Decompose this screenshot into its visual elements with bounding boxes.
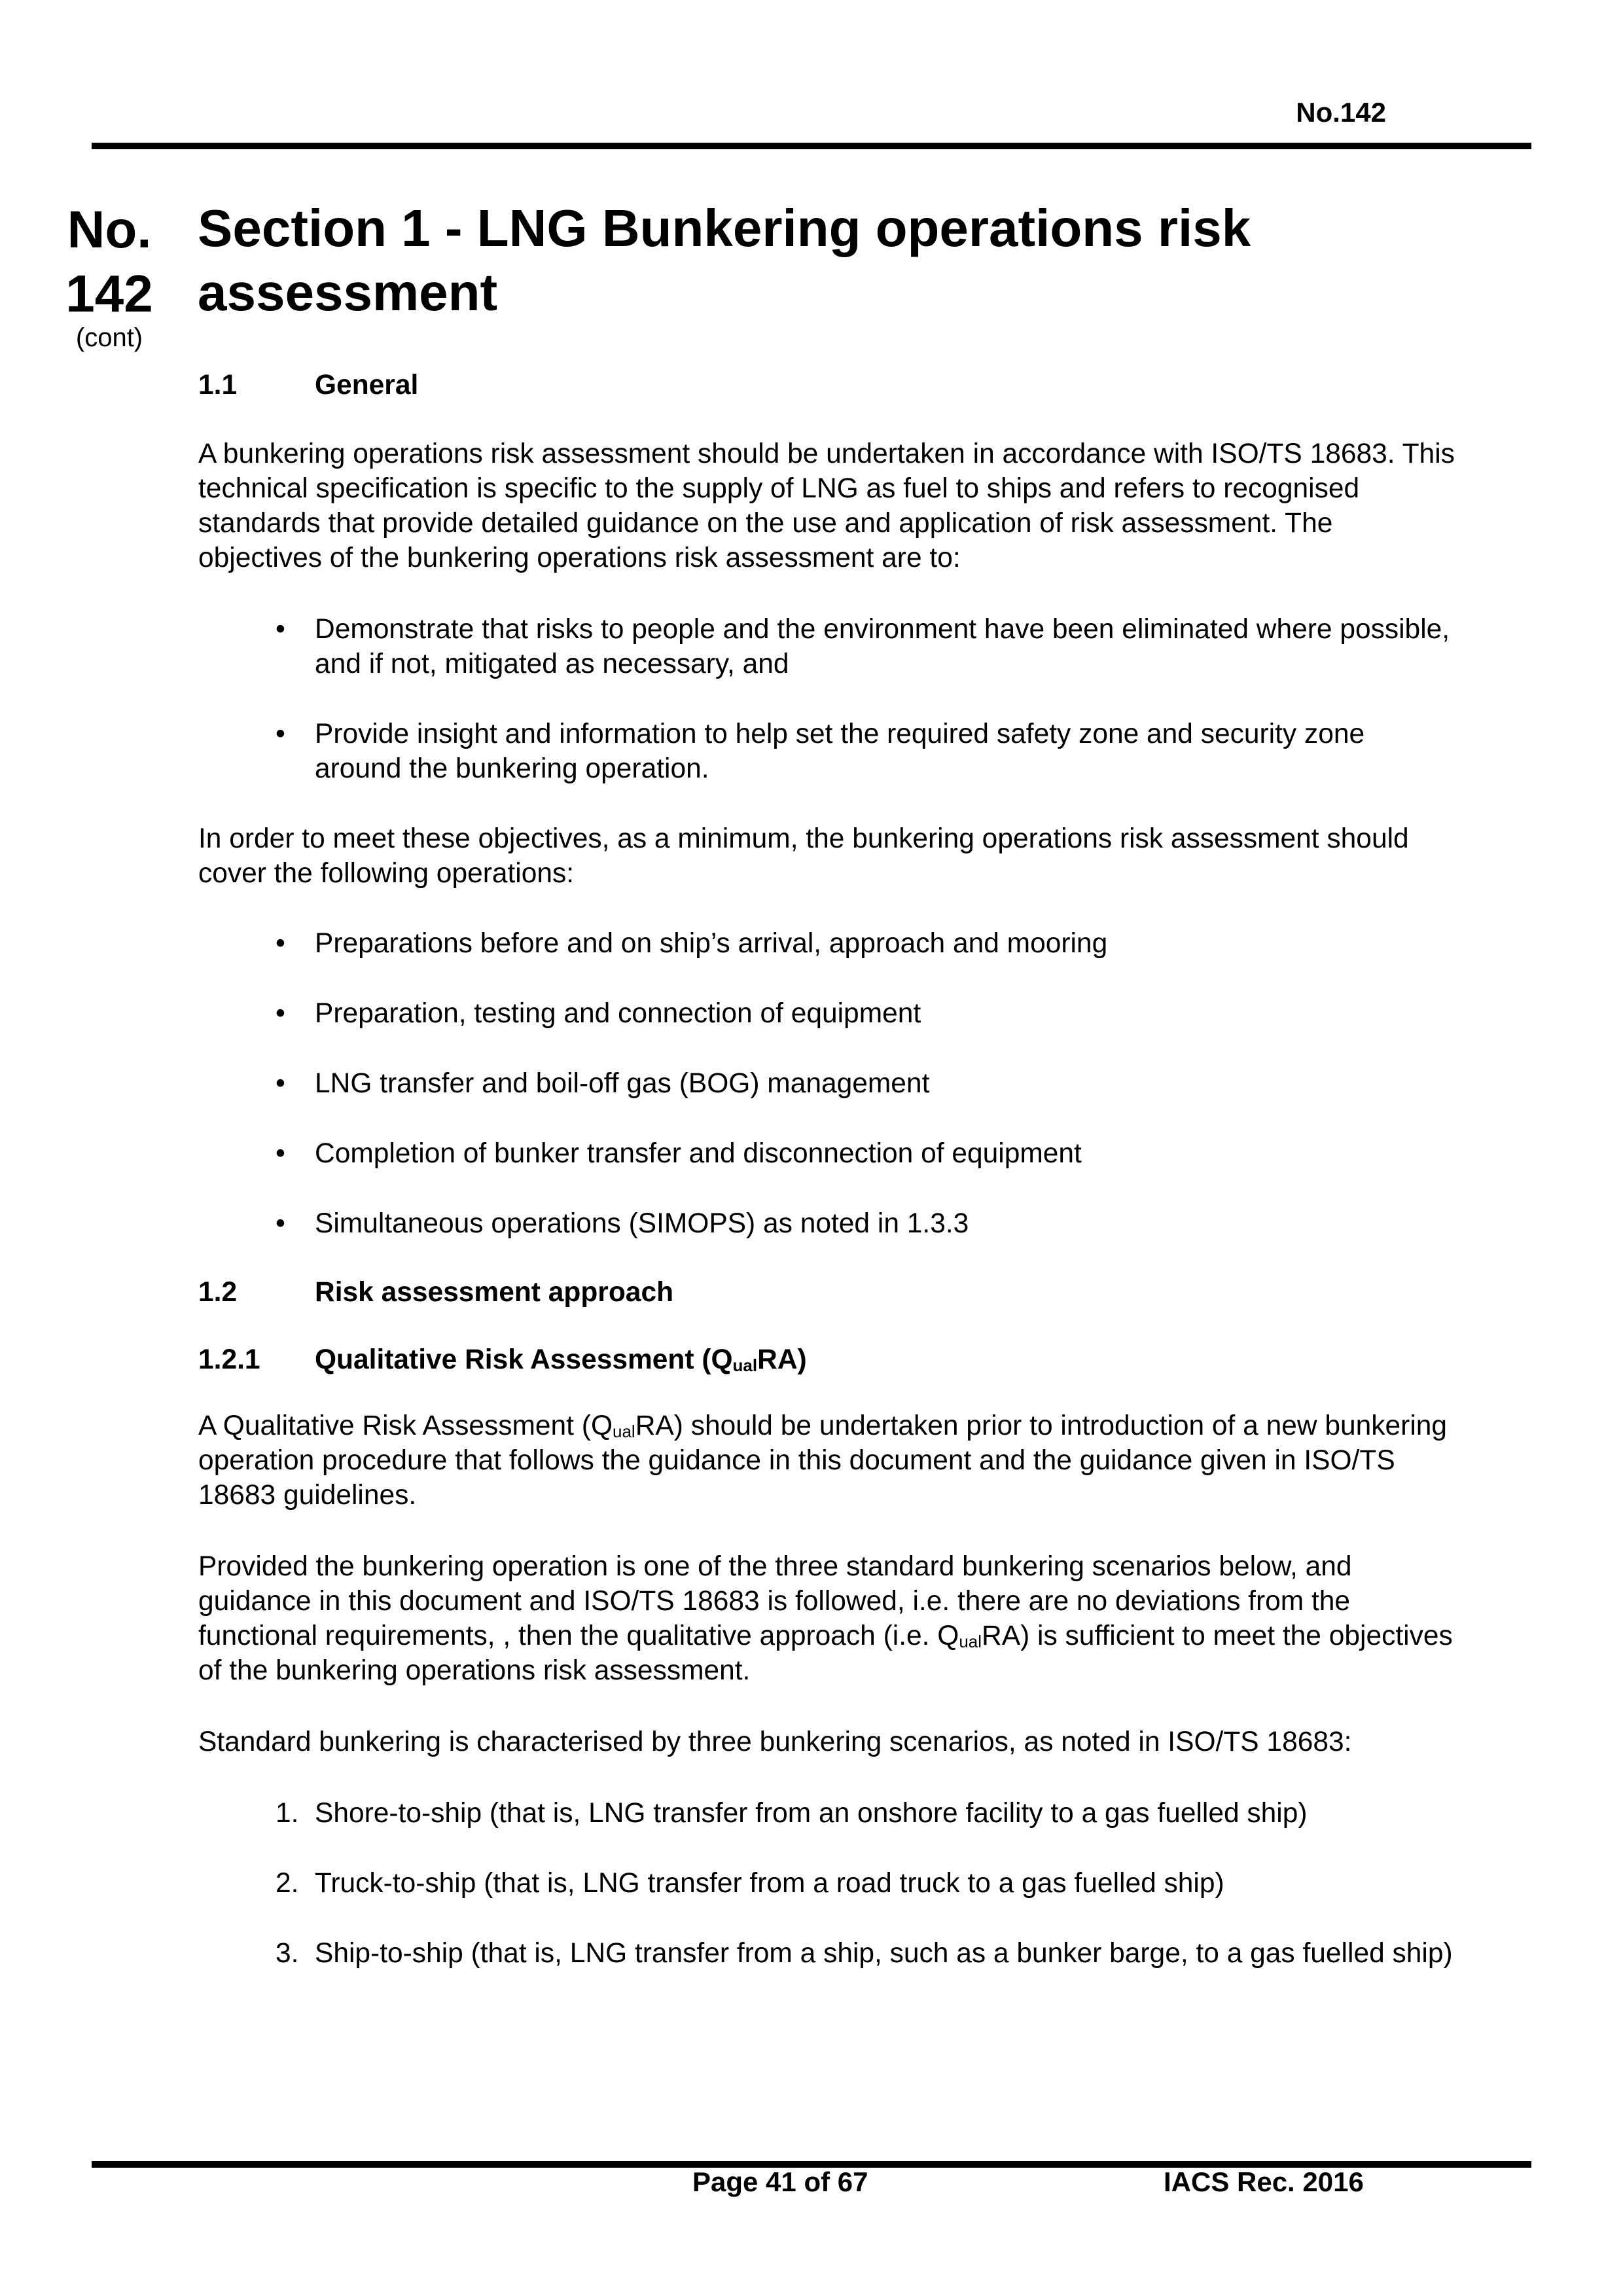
bullet-icon: • bbox=[276, 998, 285, 1029]
objectives-list bbox=[198, 612, 1455, 786]
scenarios-list bbox=[198, 1796, 1455, 1971]
document-number: No.142 bbox=[1296, 97, 1386, 128]
list-item: • Preparations before and on ship’s arrival, approach and mooring bbox=[198, 926, 1455, 961]
general-paragraph-2: In order to meet these objectives, as a minimum, the bunkering operations risk assessment should cover the following operations: bbox=[198, 823, 1409, 889]
side-number-block bbox=[60, 198, 158, 326]
list-number: 3. bbox=[276, 1938, 299, 1969]
page-body bbox=[198, 368, 1455, 1971]
bullet-icon: • bbox=[276, 719, 285, 749]
bullet-icon: • bbox=[276, 1208, 285, 1239]
bullet-icon: • bbox=[276, 614, 285, 645]
section-title: Section 1 - LNG Bunkering operations risk assessment bbox=[198, 199, 1251, 321]
list-item: • Demonstrate that risks to people and the environment have been eliminated where possible, and if not, mitigated as necessary, and bbox=[198, 612, 1455, 681]
list-item: 3. Ship-to-ship (that is, LNG transfer from a ship, such as a bunker barge, to a gas fuelled ship) bbox=[198, 1936, 1455, 1971]
side-no-label: No. bbox=[67, 200, 152, 259]
operations-list bbox=[198, 926, 1455, 1241]
footer-document-id: IACS Rec. 2016 bbox=[1164, 2166, 1364, 2197]
qualra-paragraph-2: Provided the bunkering operation is one of the three standard bunkering scenarios below, and guidance in this document and ISO/TS 18683 is followed, i.e. there are no deviations from the functional requirements, , then the qualitative approach (i.e. $Q_{ual}RA$) is sufficient to meet the objectives of the bunkering operations risk assessment. bbox=[198, 1551, 1453, 1686]
list-number: 1. bbox=[276, 1798, 299, 1829]
list-number: 2. bbox=[276, 1868, 299, 1899]
list-item: • Preparation, testing and connection of equipment bbox=[198, 996, 1455, 1031]
heading-text: Risk assessment approach bbox=[315, 1277, 674, 1308]
heading-1-2 bbox=[198, 1275, 1455, 1310]
list-item: • Simultaneous operations (SIMOPS) as noted in 1.3.3 bbox=[198, 1206, 1455, 1241]
qualra-paragraph-3: Standard bunkering is characterised by three bunkering scenarios, as noted in ISO/TS 18683: bbox=[198, 1727, 1352, 1757]
general-paragraph-1: A bunkering operations risk assessment should be undertaken in accordance with ISO/TS 18683. This technical specification is specific to the supply of LNG as fuel to ships and refers to recognised standards that provide detailed guidance on the use and application of risk assessment. The objectives of the bunkering operations risk assessment are to: bbox=[198, 439, 1455, 573]
page-number: Page 41 of 67 bbox=[692, 2166, 868, 2197]
list-item: • LNG transfer and boil-off gas (BOG) management bbox=[198, 1066, 1455, 1101]
heading-1-1 bbox=[198, 368, 1455, 403]
heading-number: 1.2.1 bbox=[198, 1344, 260, 1375]
heading-1-2-1: 1.2.1 Qualitative Risk Assessment $(Q_{ual}RA)$ bbox=[198, 1342, 1455, 1377]
heading-number: 1.1 bbox=[198, 370, 238, 401]
bullet-icon: • bbox=[276, 1138, 285, 1169]
list-item: 1. Shore-to-ship (that is, LNG transfer from an onshore facility to a gas fuelled ship) bbox=[198, 1796, 1455, 1831]
heading-number: 1.2 bbox=[198, 1277, 238, 1308]
bullet-icon: • bbox=[276, 1068, 285, 1099]
qualra-paragraph-1: A Qualitative Risk Assessment $(Q_{ual}RA)$ should be undertaken prior to introduction of a new bunkering operation procedure that follows the guidance in this document and the guidance given in ISO/TS 18683 guidelines. bbox=[198, 1410, 1448, 1511]
list-item: • Completion of bunker transfer and disconnection of equipment bbox=[198, 1136, 1455, 1171]
side-number: 142 bbox=[65, 264, 153, 323]
header-rule bbox=[92, 143, 1531, 149]
side-cont-label: (cont) bbox=[75, 323, 143, 352]
heading-text: General bbox=[315, 370, 419, 401]
bullet-icon: • bbox=[276, 928, 285, 959]
list-item: • Provide insight and information to help set the required safety zone and security zone around the bunkering operation. bbox=[198, 717, 1455, 786]
list-item: 2. Truck-to-ship (that is, LNG transfer from a road truck to a gas fuelled ship) bbox=[198, 1866, 1455, 1901]
